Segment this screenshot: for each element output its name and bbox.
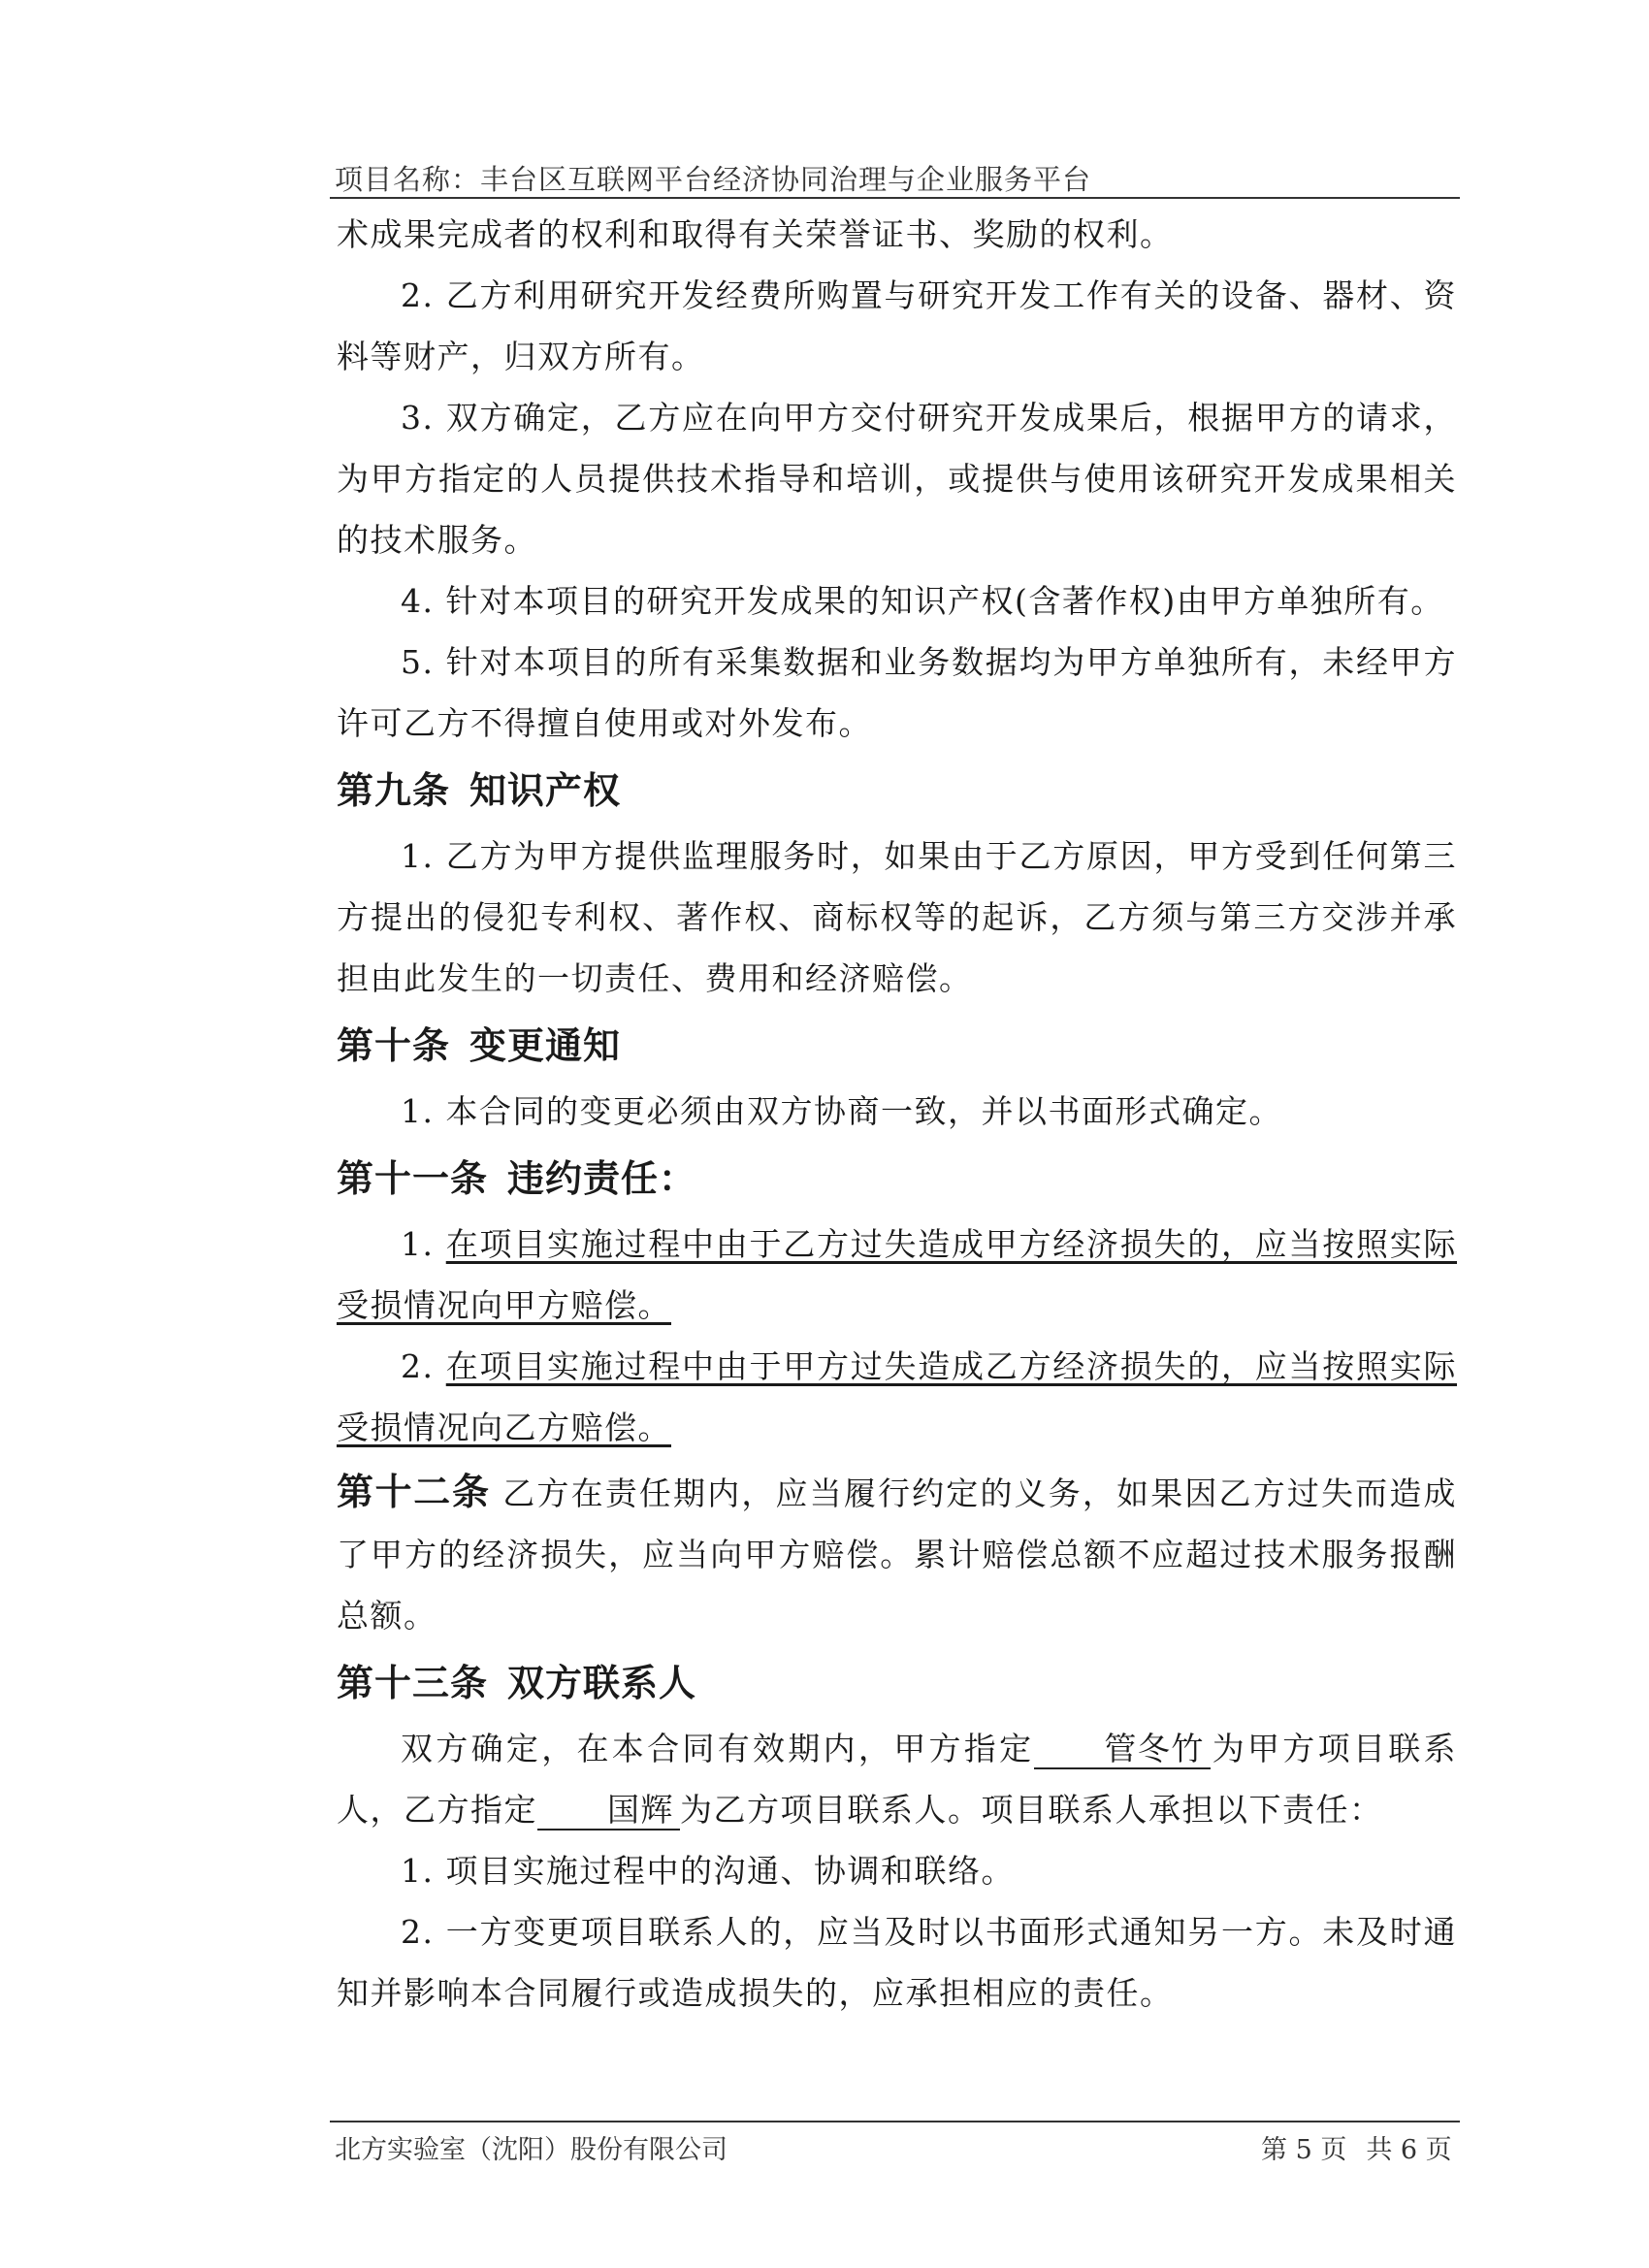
article-12	[337, 1462, 1457, 1646]
article-9-clause-1: 1. 乙方为甲方提供监理服务时，如果由于乙方原因，甲方受到任何第三方提出的侵犯专利权、著作权、商标权等的起诉，乙方须与第三方交涉并承担由此发生的一切责任、费用和经济赔偿。	[337, 837, 1457, 997]
paragraph-continuation: 术成果完成者的权利和取得有关荣誉证书、奖励的权利。	[337, 215, 1174, 253]
article-12-number: 第十二条	[337, 1471, 491, 1513]
article-10-heading	[337, 1011, 1457, 1081]
party-a-contact-blank: 管冬竹	[1034, 1731, 1211, 1769]
article-13-heading	[337, 1648, 1457, 1718]
clause-number: 1.	[401, 1225, 446, 1263]
underlined-clause-text: 在项目实施过程中由于乙方过失造成甲方经济损失的，应当按照实际受损情况向甲方赔偿。	[337, 1225, 1457, 1324]
article-9-title: 知识产权	[469, 769, 622, 812]
article-10-clause-1: 1. 本合同的变更必须由双方协商一致，并以书面形式确定。	[401, 1092, 1282, 1130]
article-11-heading	[337, 1144, 1457, 1214]
footer-company: 北方实验室（沈阳）股份有限公司	[335, 2135, 728, 2165]
clause-3: 3. 双方确定，乙方应在向甲方交付研究开发成果后，根据甲方的请求，为甲方指定的人员提供技术指导和培训，或提供与使用该研究开发成果相关的技术服务。	[337, 399, 1457, 559]
intro-text-c: 为乙方项目联系人。项目联系人承担以下责任：	[680, 1791, 1383, 1829]
party-b-contact-blank: 国辉	[537, 1792, 680, 1831]
intro-text-b: 为甲方项目联系人，乙方指定	[337, 1730, 1458, 1829]
clause-5: 5. 针对本项目的所有采集数据和业务数据均为甲方单独所有，未经甲方许可乙方不得擅自使用或对外发布。	[337, 643, 1457, 742]
article-13-clause-2: 2. 一方变更项目联系人的，应当及时以书面形式通知另一方。未及时通知并影响本合同履行或造成损失的，应承担相应的责任。	[337, 1913, 1457, 2012]
clause-number: 2.	[401, 1347, 446, 1385]
page-current: 第 5 页	[1261, 2135, 1347, 2165]
article-12-text: 乙方在责任期内，应当履行约定的义务，如果因乙方过失而造成了甲方的经济损失，应当向甲方赔偿。累计赔偿总额不应超过技术服务报酬总额。	[337, 1474, 1457, 1635]
article-9-number: 第九条	[337, 769, 451, 812]
footer-page-number	[1261, 2128, 1452, 2166]
article-13-number: 第十三条	[337, 1662, 489, 1704]
clause-4: 4. 针对本项目的研究开发成果的知识产权(含著作权)由甲方单独所有。	[401, 582, 1444, 620]
article-13-intro	[337, 1718, 1457, 1840]
article-11-number: 第十一条	[337, 1157, 489, 1200]
article-11-clause-2	[337, 1336, 1457, 1458]
page-total: 共 6 页	[1366, 2135, 1452, 2165]
article-9-heading	[337, 756, 1457, 826]
project-header: 项目名称：丰台区互联网平台经济协同治理与企业服务平台	[335, 163, 1092, 196]
header-rule	[330, 197, 1460, 199]
article-11-clause-1	[337, 1214, 1457, 1336]
intro-text-a: 双方确定，在本合同有效期内，甲方指定	[401, 1730, 1035, 1767]
clause-2: 2. 乙方利用研究开发经费所购置与研究开发工作有关的设备、器材、资料等财产，归双方所有。	[337, 276, 1457, 375]
article-10-title: 变更通知	[469, 1024, 622, 1067]
article-13-title: 双方联系人	[507, 1662, 697, 1704]
underlined-clause-text: 在项目实施过程中由于甲方过失造成乙方经济损失的，应当按照实际受损情况向乙方赔偿。	[337, 1347, 1457, 1446]
article-13-clause-1: 1. 项目实施过程中的沟通、协调和联络。	[401, 1852, 1015, 1890]
contract-body	[337, 204, 1457, 2024]
article-11-title: 违约责任：	[507, 1157, 697, 1200]
article-10-number: 第十条	[337, 1024, 451, 1067]
footer-rule	[330, 2121, 1460, 2122]
